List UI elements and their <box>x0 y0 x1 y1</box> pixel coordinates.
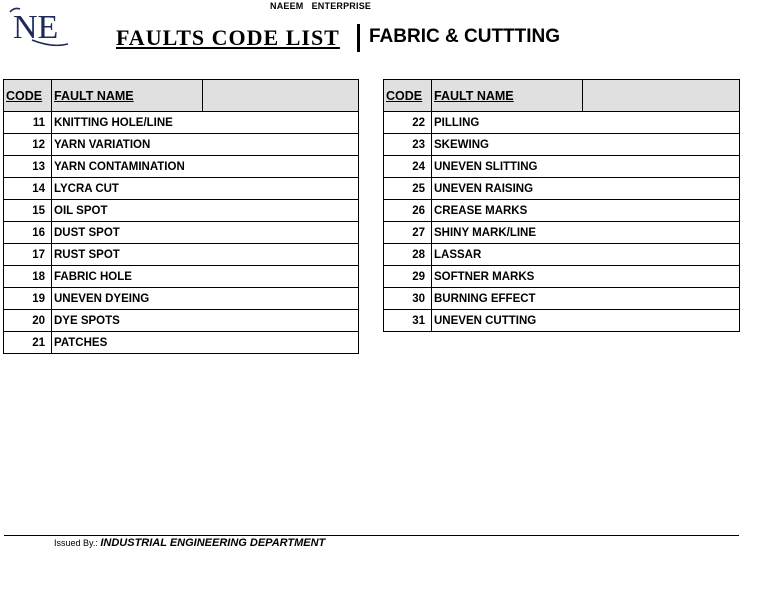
fault-code: 14 <box>4 178 52 200</box>
fault-name: SHINY MARK/LINE <box>432 222 740 244</box>
fault-name: PATCHES <box>52 332 359 354</box>
fault-code: 26 <box>384 200 432 222</box>
issued-by-label: Issued By.: <box>54 538 101 548</box>
blank-column-header <box>203 80 359 112</box>
fault-name-column-header: FAULT NAME <box>432 80 583 112</box>
faults-table-right <box>383 79 740 332</box>
fault-name: PILLING <box>432 112 740 134</box>
fault-name: KNITTING HOLE/LINE <box>52 112 359 134</box>
fault-code: 19 <box>4 288 52 310</box>
fault-code: 12 <box>4 134 52 156</box>
fault-name: LASSAR <box>432 244 740 266</box>
fault-code: 17 <box>4 244 52 266</box>
fault-name: SKEWING <box>432 134 740 156</box>
logo-text: NE <box>13 9 59 46</box>
table-row <box>4 288 359 310</box>
page-title: FAULTS CODE LIST <box>116 25 340 50</box>
table-row <box>4 156 359 178</box>
company-name: NAEEM ENTERPRISE <box>270 1 372 11</box>
page-subtitle: FABRIC & CUTTTING <box>369 26 561 47</box>
fault-name: YARN VARIATION <box>52 134 359 156</box>
fault-code: 31 <box>384 310 432 332</box>
footer <box>54 537 325 549</box>
fault-code: 30 <box>384 288 432 310</box>
footer-divider <box>4 535 739 536</box>
fault-code: 11 <box>4 112 52 134</box>
table-row <box>384 288 740 310</box>
fault-code: 13 <box>4 156 52 178</box>
fault-code: 29 <box>384 266 432 288</box>
table-header-row <box>4 80 359 112</box>
fault-code: 20 <box>4 310 52 332</box>
fault-name: UNEVEN CUTTING <box>432 310 740 332</box>
table-row <box>384 156 740 178</box>
blank-column-header <box>583 80 740 112</box>
table-row <box>384 222 740 244</box>
fault-name: CREASE MARKS <box>432 200 740 222</box>
fault-code: 15 <box>4 200 52 222</box>
table-header-row <box>384 80 740 112</box>
table-row <box>384 244 740 266</box>
fault-name: DUST SPOT <box>52 222 359 244</box>
table-row <box>384 200 740 222</box>
fault-code: 21 <box>4 332 52 354</box>
fault-name: UNEVEN SLITTING <box>432 156 740 178</box>
table-row <box>4 178 359 200</box>
fault-code: 27 <box>384 222 432 244</box>
fault-name: UNEVEN DYEING <box>52 288 359 310</box>
table-row <box>4 134 359 156</box>
issuing-department: INDUSTRIAL ENGINEERING DEPARTMENT <box>100 537 326 549</box>
fault-code: 23 <box>384 134 432 156</box>
fault-name: RUST SPOT <box>52 244 359 266</box>
table-row <box>4 112 359 134</box>
faults-table-left <box>3 79 359 354</box>
table-row <box>4 266 359 288</box>
fault-name: FABRIC HOLE <box>52 266 359 288</box>
code-column-header: CODE <box>384 80 432 112</box>
table-row <box>384 178 740 200</box>
fault-name: SOFTNER MARKS <box>432 266 740 288</box>
code-column-header: CODE <box>4 80 52 112</box>
table-row <box>4 332 359 354</box>
fault-name: BURNING EFFECT <box>432 288 740 310</box>
company-logo <box>8 4 72 48</box>
fault-code: 16 <box>4 222 52 244</box>
fault-name-column-header: FAULT NAME <box>52 80 203 112</box>
table-row <box>384 266 740 288</box>
table-row <box>384 112 740 134</box>
fault-code: 22 <box>384 112 432 134</box>
table-row <box>4 200 359 222</box>
title-divider <box>357 24 360 52</box>
fault-code: 25 <box>384 178 432 200</box>
fault-name: LYCRA CUT <box>52 178 359 200</box>
fault-code: 24 <box>384 156 432 178</box>
table-row <box>4 310 359 332</box>
fault-name: UNEVEN RAISING <box>432 178 740 200</box>
table-row <box>384 134 740 156</box>
fault-name: YARN CONTAMINATION <box>52 156 359 178</box>
table-row <box>384 310 740 332</box>
fault-code: 28 <box>384 244 432 266</box>
table-row <box>4 222 359 244</box>
fault-name: DYE SPOTS <box>52 310 359 332</box>
fault-code: 18 <box>4 266 52 288</box>
fault-name: OIL SPOT <box>52 200 359 222</box>
table-row <box>4 244 359 266</box>
